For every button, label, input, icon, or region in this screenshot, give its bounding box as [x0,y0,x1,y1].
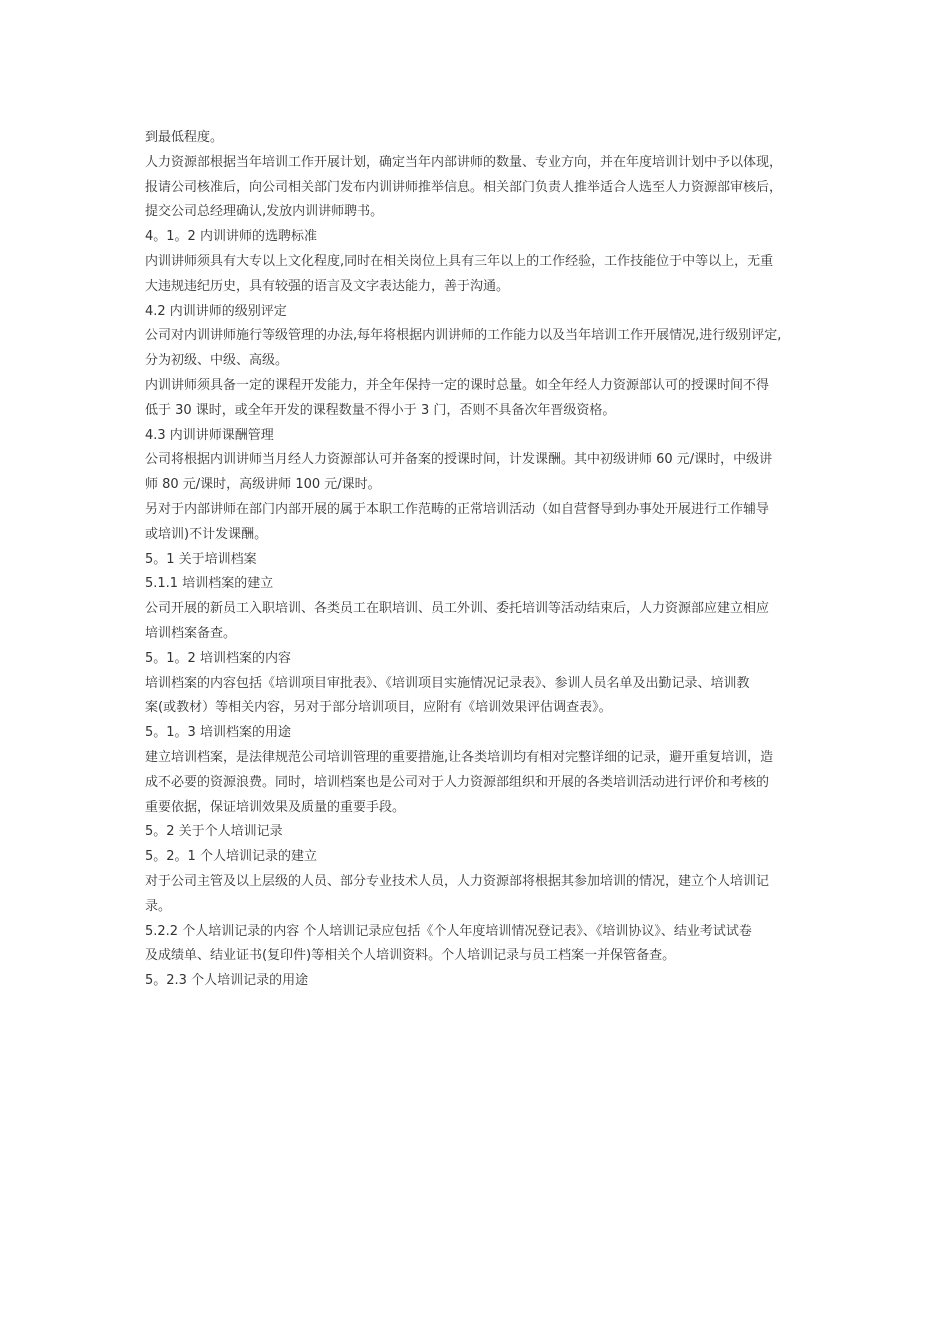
text-line: 报请公司核准后，向公司相关部门发布内训讲师推举信息。相关部门负责人推举适合人选至人力资源部审核后， [145,179,783,195]
section-heading: 5.1.1 培训档案的建立 [145,576,274,592]
text-line: 对于公司主管及以上层级的人员、部分专业技术人员，人力资源部将根据其参加培训的情况，建立个人培训记 [145,873,770,889]
text-line: 分为初级、中级、高级。 [145,353,289,369]
document-body [145,126,815,994]
text-line: 师 80 元/课时，高级讲师 100 元/课时。 [145,477,381,493]
text-line: 公司开展的新员工入职培训、各类员工在职培训、员工外训、委托培训等活动结束后，人力资源部应建立相应 [145,601,770,617]
text-line: 录。 [145,898,172,914]
section-heading: 4.3 内训讲师课酬管理 [145,427,274,443]
text-line: 公司将根据内训讲师当月经人力资源部认可并备案的授课时间，计发课酬。其中初级讲师 60 元/课时，中级讲 [145,452,773,468]
text-line: 案(或教材）等相关内容，另对于部分培训项目，应附有《培训效果评估调查表》。 [145,700,612,716]
text-line: 培训档案的内容包括《培训项目审批表》、《培训项目实施情况记录表》、参训人员名单及出勤记录、培训教 [145,675,750,691]
section-heading: 5。2 关于个人培训记录 [145,824,283,840]
text-line: 另对于内部讲师在部门内部开展的属于本职工作范畴的正常培训活动（如自营督导到办事处开展进行工作辅导 [145,501,770,517]
text-line: 成不必要的资源浪费。同时，培训档案也是公司对于人力资源部组织和开展的各类培训活动进行评价和考核的 [145,774,770,790]
text-line: 及成绩单、结业证书(复印件)等相关个人培训资料。个人培训记录与员工档案一并保管备查。 [145,948,676,964]
text-line: 提交公司总经理确认,发放内训讲师聘书。 [145,204,384,220]
text-line: 到最低程度。 [145,130,224,145]
text-line: 低于 30 课时，或全年开发的课程数量不得小于 3 门，否则不具备次年晋级资格。 [145,402,616,418]
text-line: 5.2.2 个人培训记录的内容 个人培训记录应包括《个人年度培训情况登记表》、《培训协议》、结业考试试卷 [145,923,752,939]
text-line: 内训讲师须具有大专以上文化程度,同时在相关岗位上具有三年以上的工作经验，工作技能位于中等以上，无重 [145,253,774,269]
text-line: 重要依据，保证培训效果及质量的重要手段。 [145,799,406,815]
section-heading: 5。2。1 个人培训记录的建立 [145,849,317,865]
section-heading: 4.2 内训讲师的级别评定 [145,303,287,319]
text-line: 培训档案备查。 [145,625,237,641]
text-line: 公司对内训讲师施行等级管理的办法,每年将根据内训讲师的工作能力以及当年培训工作开展情况,进行级别评定, [145,328,782,344]
section-heading: 5。1 关于培训档案 [145,551,257,567]
section-heading: 5。1。2 培训档案的内容 [145,650,291,666]
section-heading: 5。2.3 个人培训记录的用途 [145,973,309,989]
text-line: 或培训)不计发课酬。 [145,526,268,542]
section-heading: 4。1。2 内训讲师的选聘标准 [145,229,317,245]
text-line: 内训讲师须具备一定的课程开发能力，并全年保持一定的课时总量。如全年经人力资源部认可的授课时间不得 [145,377,770,393]
text-line: 人力资源部根据当年培训工作开展计划，确定当年内部讲师的数量、专业方向，并在年度培训计划中予以体现， [145,154,783,170]
section-heading: 5。1。3 培训档案的用途 [145,725,291,741]
text-line: 建立培训档案，是法律规范公司培训管理的重要措施,让各类培训均有相对完整详细的记录，避开重复培训，造 [145,749,774,765]
text-line: 大违规违纪历史，具有较强的语言及文字表达能力，善于沟通。 [145,278,510,294]
